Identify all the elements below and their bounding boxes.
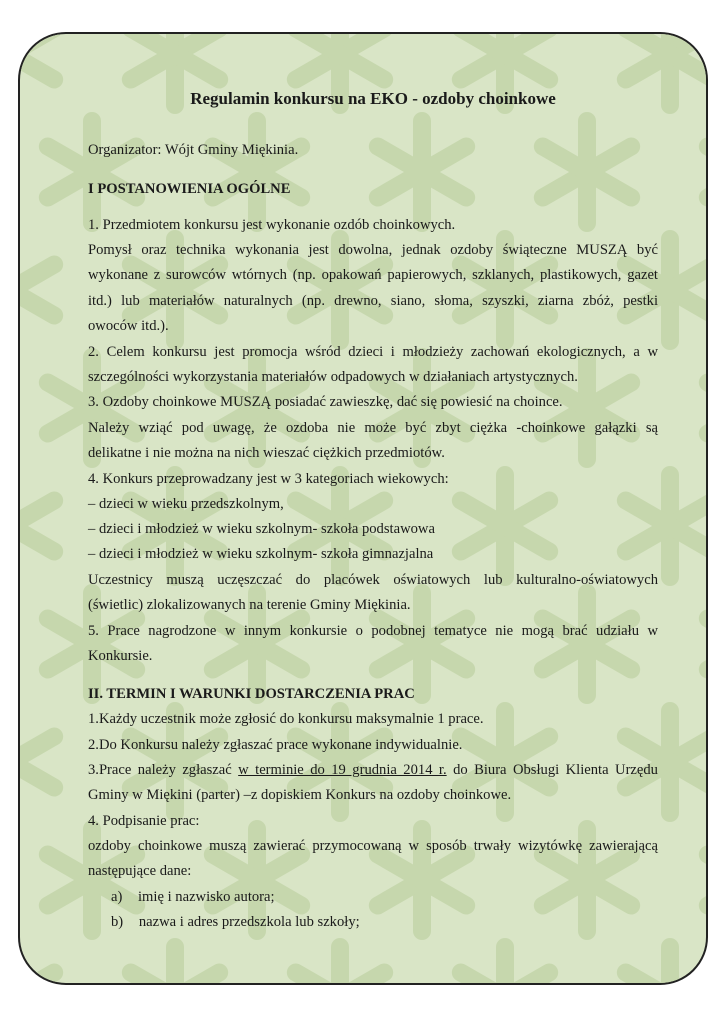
paragraph-line: Uczestnicy muszą uczęszczać do placówek oświatowych lub kulturalno-oświatowych: [88, 572, 658, 588]
paragraph-line: następujące dane:: [88, 863, 192, 879]
deadline-text-pre: 3.Prace należy zgłaszać: [88, 762, 239, 778]
snowflake-shape: [366, 112, 479, 232]
snowflake-shape: [531, 112, 644, 232]
snowflake-shape: [36, 112, 149, 232]
snowflake-shape: [20, 938, 66, 983]
paragraph-line: szczególności wykorzystania materiałów odpadowych w działaniach artystycznych.: [88, 369, 578, 385]
paragraph-line: 5. Prace nagrodzone w innym konkursie o podobnej tematyce nie mogą brać udziału w: [88, 623, 658, 639]
section-heading-general: I POSTANOWIENIA OGÓLNE: [88, 181, 291, 197]
list-marker: a): [111, 889, 123, 905]
snowflake-shape: [614, 938, 706, 983]
paragraph-line: 2. Celem konkursu jest promocja wśród dzieci i młodzieży zachowań ekologicznych, a w: [88, 344, 658, 360]
page-frame: [18, 32, 708, 985]
snowflake-shape: [531, 584, 644, 704]
paragraph-line: delikatne i nie można na nich wieszać ciężkich przedmiotów.: [88, 445, 445, 461]
paragraph-line: owoców itd.).: [88, 318, 169, 334]
snowflake-shape: [119, 938, 232, 983]
age-category-item: – dzieci i młodzież w wieku szkolnym- szkoła gimnazjalna: [88, 546, 434, 562]
paragraph-line: 3. Ozdoby choinkowe MUSZĄ posiadać zawieszkę, dać się powiesić na choince.: [88, 394, 563, 410]
paragraph-line: 1. Przedmiotem konkursu jest wykonanie ozdób choinkowych.: [88, 217, 456, 233]
paragraph-line: wykonane z surowców wtórnych (np. opakowań papierowych, szklanych, plastikowych, gazet: [88, 267, 658, 283]
list-item: [111, 889, 275, 906]
paragraph-line: 2.Do Konkursu należy zgłaszać prace wykonane indywidualnie.: [88, 737, 463, 753]
snowflake-shape: [20, 466, 66, 586]
paragraph-line: ozdoby choinkowe muszą zawierać przymocowaną w sposób trwały wizytówkę zawierającą: [88, 838, 658, 854]
list-marker: b): [111, 914, 124, 930]
deadline-date: w terminie do 19 grudnia 2014 r.: [238, 762, 447, 778]
snowflake-shape: [20, 34, 66, 114]
snowflake-shape: [696, 584, 706, 704]
paragraph-line: Konkursie.: [88, 648, 153, 664]
snowflake-shape: [696, 348, 706, 468]
paragraph-line: 1.Każdy uczestnik może zgłosić do konkursu maksymalnie 1 prace.: [88, 711, 484, 727]
age-category-item: – dzieci i młodzież w wieku szkolnym- szkoła podstawowa: [88, 521, 435, 537]
snowflake-shape: [201, 112, 314, 232]
snowflake-shape: [696, 820, 706, 940]
list-item: [111, 914, 360, 931]
paragraph-line: Należy wziąć pod uwagę, że ozdoba nie może być zbyt ciężka -choinkowe gałązki są: [88, 420, 658, 436]
section-heading-deadline: II. TERMIN I WARUNKI DOSTARCZENIA PRAC: [88, 686, 415, 702]
list-item-text: imię i nazwisko autora;: [138, 889, 275, 905]
paragraph-line: 4. Konkurs przeprowadzany jest w 3 kategoriach wiekowych:: [88, 471, 449, 487]
deadline-text-post: do Biura Obsługi Klienta Urzędu: [446, 762, 658, 778]
paragraph-line: itd.) lub materiałów naturalnych (np. drewno, siano, słoma, szyszki, ziarna zbóż, pestki: [88, 293, 658, 309]
paragraph-line: [88, 762, 658, 779]
organizer-line: Organizator: Wójt Gminy Miękinia.: [88, 142, 299, 158]
snowflake-shape: [284, 938, 397, 983]
snowflake-shape: [614, 466, 706, 586]
snowflake-shape: [696, 112, 706, 232]
snowflake-shape: [20, 230, 66, 350]
paragraph-line: Gminy w Miękini (parter) –z dopiskiem Konkurs na ozdoby choinkowe.: [88, 787, 512, 803]
age-category-item: – dzieci w wieku przedszkolnym,: [88, 496, 284, 512]
document-title: Regulamin konkursu na EKO - ozdoby choinkowe: [190, 89, 556, 108]
snowflake-shape: [449, 938, 562, 983]
snowflake-shape: [20, 702, 66, 822]
paragraph-line: Pomysł oraz technika wykonania jest dowolna, jednak ozdoby świąteczne MUSZĄ być: [88, 242, 658, 258]
paragraph-line: (świetlic) zlokalizowanych na terenie Gminy Miękinia.: [88, 597, 411, 613]
paragraph-line: 4. Podpisanie prac:: [88, 813, 200, 829]
list-item-text: nazwa i adres przedszkola lub szkoły;: [138, 914, 360, 930]
snowflake-shape: [449, 466, 562, 586]
